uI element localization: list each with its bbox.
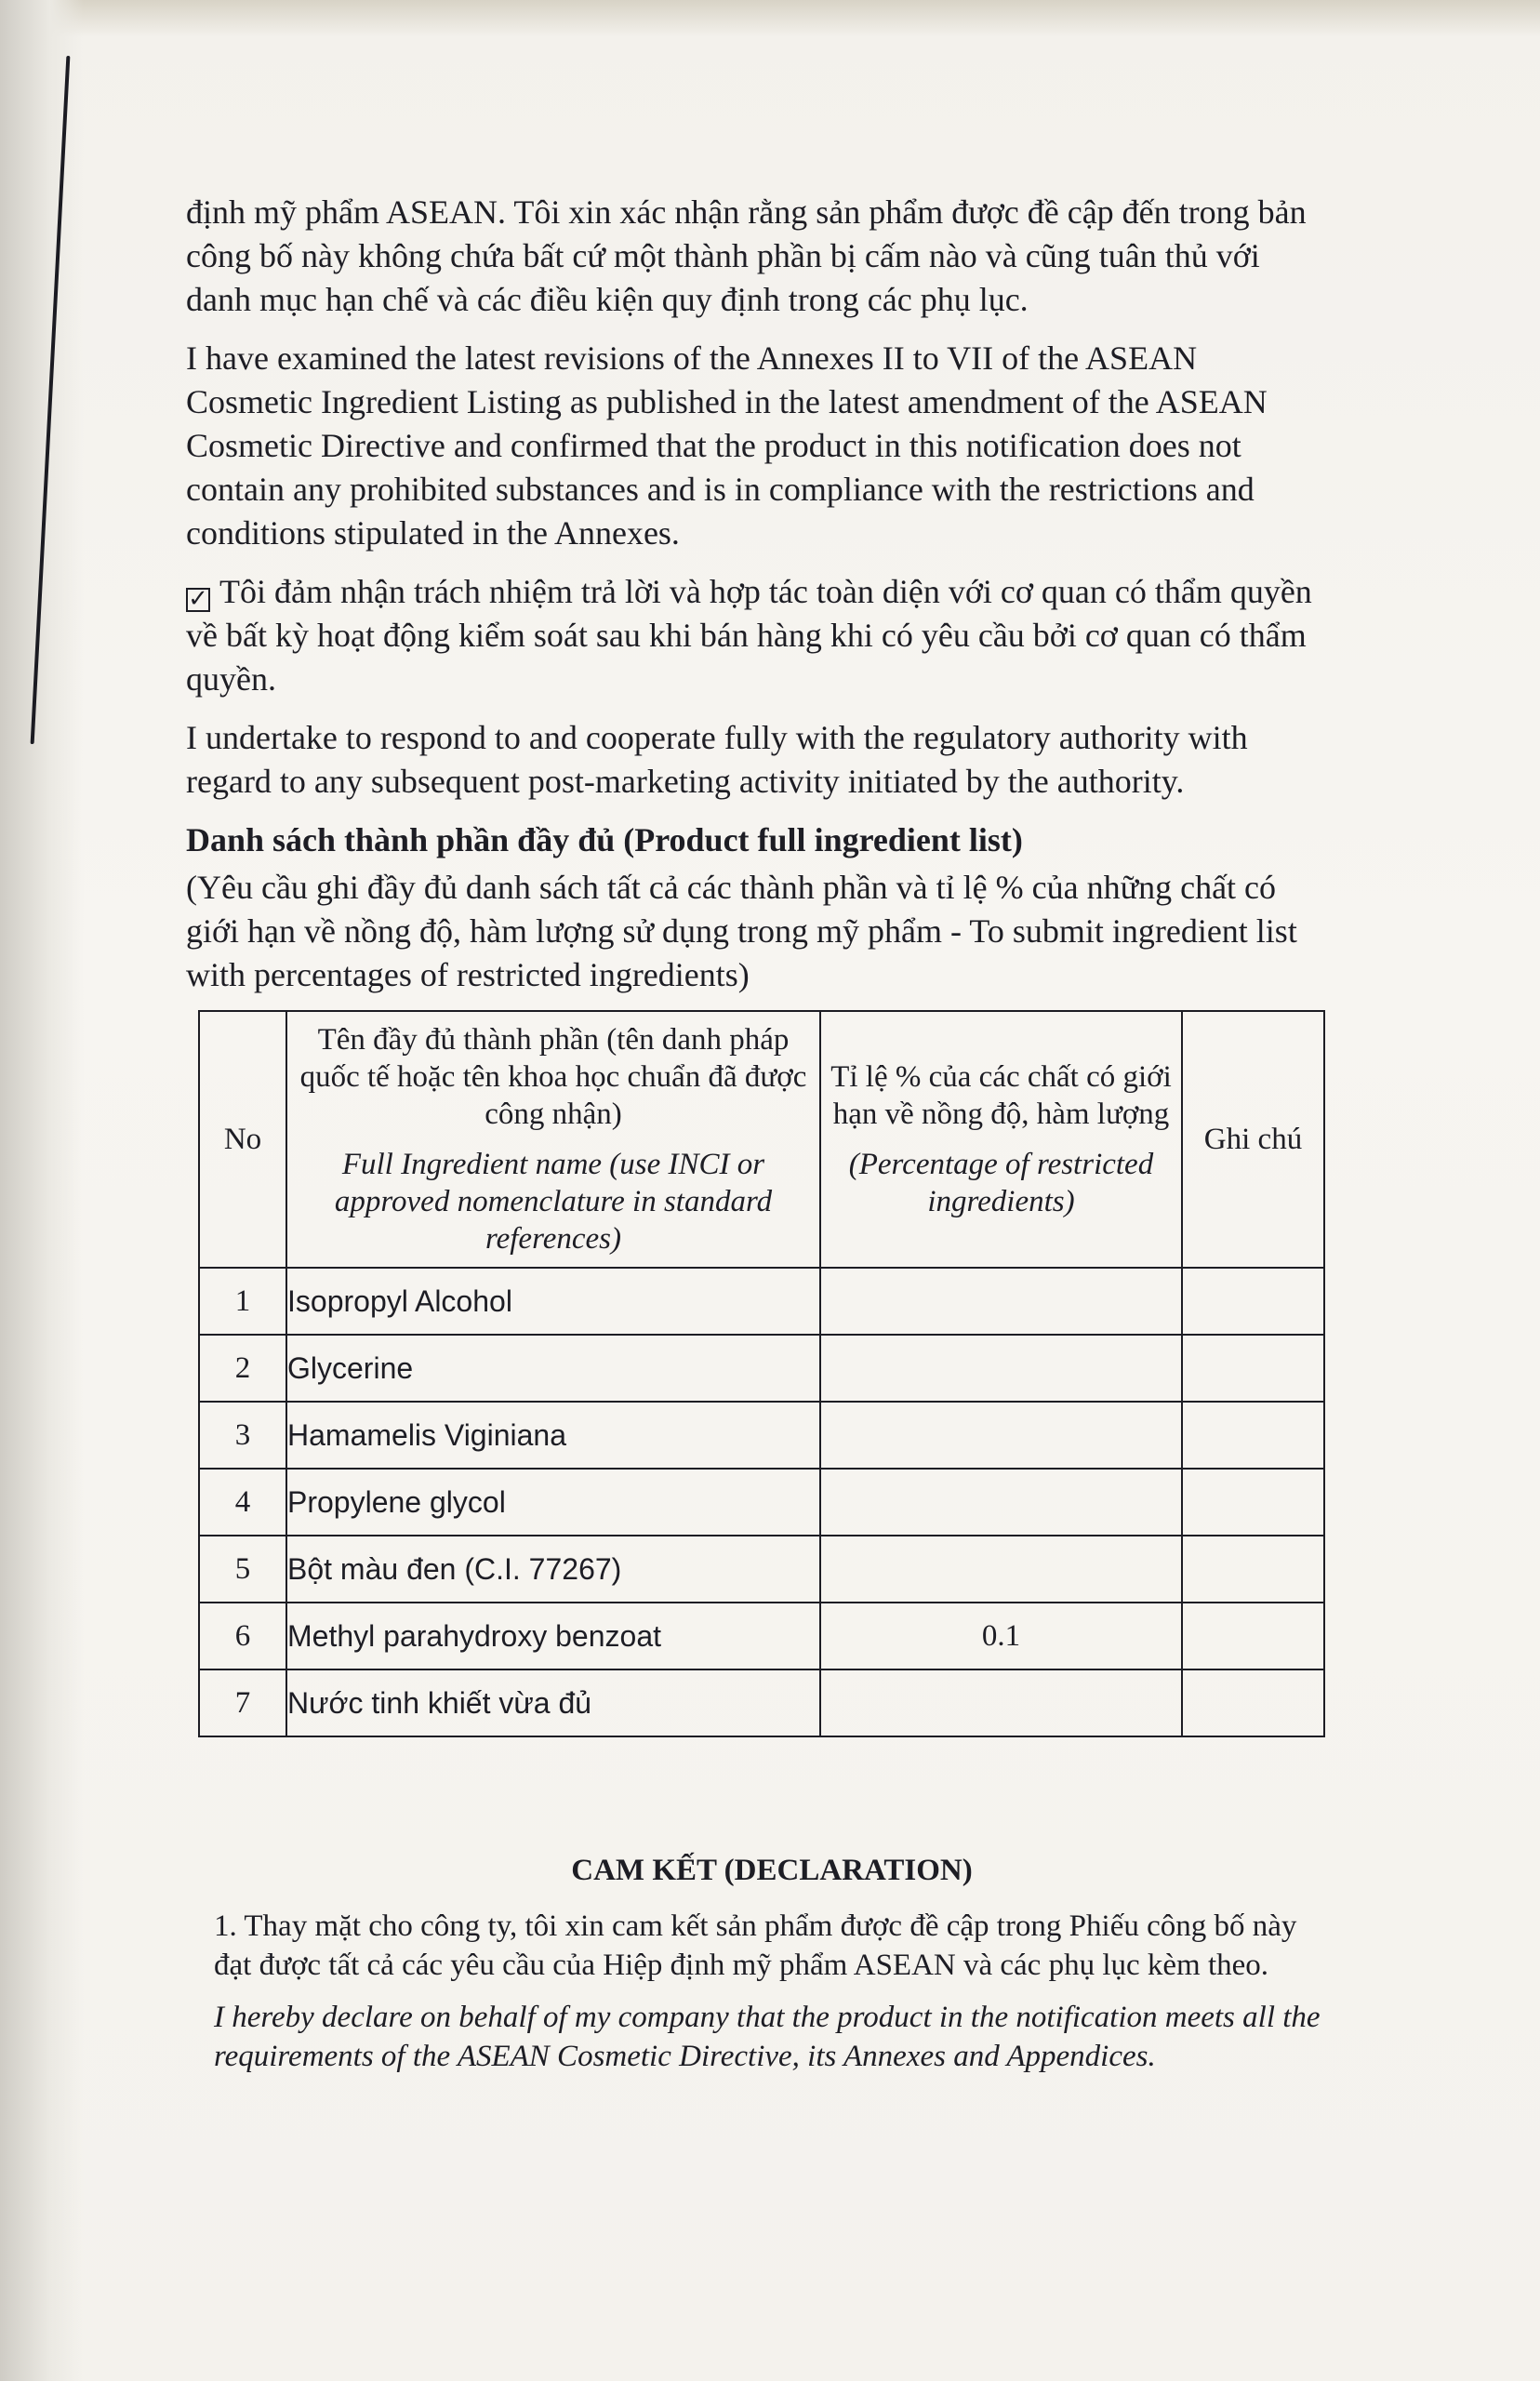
- row-no: 4: [199, 1469, 286, 1536]
- row-note: [1182, 1268, 1324, 1335]
- row-no: 2: [199, 1335, 286, 1402]
- table-row: [199, 1335, 1324, 1402]
- row-note: [1182, 1669, 1324, 1736]
- table-row: [199, 1402, 1324, 1469]
- checkbox-checked-icon: ✓: [186, 588, 210, 612]
- row-pct: [820, 1536, 1182, 1603]
- row-pct: [820, 1268, 1182, 1335]
- binding-shadow: [0, 0, 84, 2381]
- row-name: Methyl parahydroxy benzoat: [286, 1603, 820, 1669]
- row-note: [1182, 1469, 1324, 1536]
- header-name-en: Full Ingredient name (use INCI or approved nomenclature in standard references): [334, 1148, 773, 1256]
- row-pct: 0.1: [820, 1603, 1182, 1669]
- header-name-vi: Tên đầy đủ thành phần (tên danh pháp quốc tế hoặc tên khoa học chuẩn đã được công nhận): [299, 1023, 807, 1131]
- header-no: No: [199, 1011, 286, 1268]
- header-note: Ghi chú: [1182, 1011, 1324, 1268]
- row-pct: [820, 1469, 1182, 1536]
- header-pct: [820, 1011, 1182, 1268]
- row-name: Glycerine: [286, 1335, 820, 1402]
- declaration-section: [214, 1851, 1330, 2089]
- body-text: [186, 191, 1330, 1012]
- ingredient-note: (Yêu cầu ghi đầy đủ danh sách tất cả các thành phần và tỉ lệ % của những chất có giới hạn về nồng độ, hàm lượng sử dụng trong mỹ phẩm - To submit ingredient list with percentages of restricted ingredients): [186, 869, 1297, 993]
- row-name: Nước tinh khiết vừa đủ: [286, 1669, 820, 1736]
- intro-vi: định mỹ phẩm ASEAN. Tôi xin xác nhận rằng sản phẩm được đề cập đến trong bản công bố này không chứa bất cứ một thành phần bị cấm nào và cũng tuân thủ với danh mục hạn chế và các điều kiện quy định trong các phụ lục.: [186, 193, 1307, 318]
- table-row: [199, 1603, 1324, 1669]
- row-pct: [820, 1402, 1182, 1469]
- row-note: [1182, 1536, 1324, 1603]
- row-name: Bột màu đen (C.I. 77267): [286, 1536, 820, 1603]
- ingredient-heading: Danh sách thành phần đầy đủ (Product full ingredient list): [186, 821, 1023, 858]
- table-row: [199, 1469, 1324, 1536]
- declaration-title: CAM KẾT (DECLARATION): [571, 1854, 973, 1887]
- header-name: [286, 1011, 820, 1268]
- intro-en: I have examined the latest revisions of the Annexes II to VII of the ASEAN Cosmetic Ingredient Listing as published in the latest amendment of the ASEAN Cosmetic Directive and confirmed that the product in this notification does not contain any prohibited substances and is in compliance with the restrictions and conditions stipulated in the Annexes.: [186, 339, 1268, 552]
- row-name: Hamamelis Viginiana: [286, 1402, 820, 1469]
- declaration-item1-vi: 1. Thay mặt cho công ty, tôi xin cam kết sản phẩm được đề cập trong Phiếu công bố này đạt được tất cả các yêu cầu của Hiệp định mỹ phẩm ASEAN và các phụ lục kèm theo.: [214, 1909, 1297, 1982]
- row-note: [1182, 1603, 1324, 1669]
- row-pct: [820, 1335, 1182, 1402]
- row-pct: [820, 1669, 1182, 1736]
- row-no: 7: [199, 1669, 286, 1736]
- header-pct-vi: Tỉ lệ % của các chất có giới hạn về nồng độ, hàm lượng: [830, 1060, 1172, 1131]
- row-no: 6: [199, 1603, 286, 1669]
- row-no: 5: [199, 1536, 286, 1603]
- undertaking-en: I undertake to respond to and cooperate fully with the regulatory authority with regard to any subsequent post-marketing activity initiated by the authority.: [186, 719, 1248, 800]
- row-name: Isopropyl Alcohol: [286, 1268, 820, 1335]
- table-header-row: [199, 1011, 1324, 1268]
- table-row: [199, 1536, 1324, 1603]
- undertaking-vi: [186, 570, 1330, 701]
- declaration-item1-en: I hereby declare on behalf of my company that the product in the notification meets all the requirements of the ASEAN Cosmetic Directive, its Annexes and Appendices.: [214, 2001, 1321, 2073]
- row-note: [1182, 1402, 1324, 1469]
- row-name: Propylene glycol: [286, 1469, 820, 1536]
- table-row: [199, 1268, 1324, 1335]
- table-row: [199, 1669, 1324, 1736]
- row-no: 3: [199, 1402, 286, 1469]
- row-note: [1182, 1335, 1324, 1402]
- undertaking-vi-text: Tôi đảm nhận trách nhiệm trả lời và hợp tác toàn diện với cơ quan có thẩm quyền về bất kỳ hoạt động kiểm soát sau khi bán hàng khi có yêu cầu bởi cơ quan có thẩm quyền.: [186, 573, 1312, 698]
- page-top-edge: [0, 0, 1540, 37]
- row-no: 1: [199, 1268, 286, 1335]
- ingredient-table: [198, 1010, 1325, 1737]
- header-pct-en: (Percentage of restricted ingredients): [848, 1148, 1154, 1218]
